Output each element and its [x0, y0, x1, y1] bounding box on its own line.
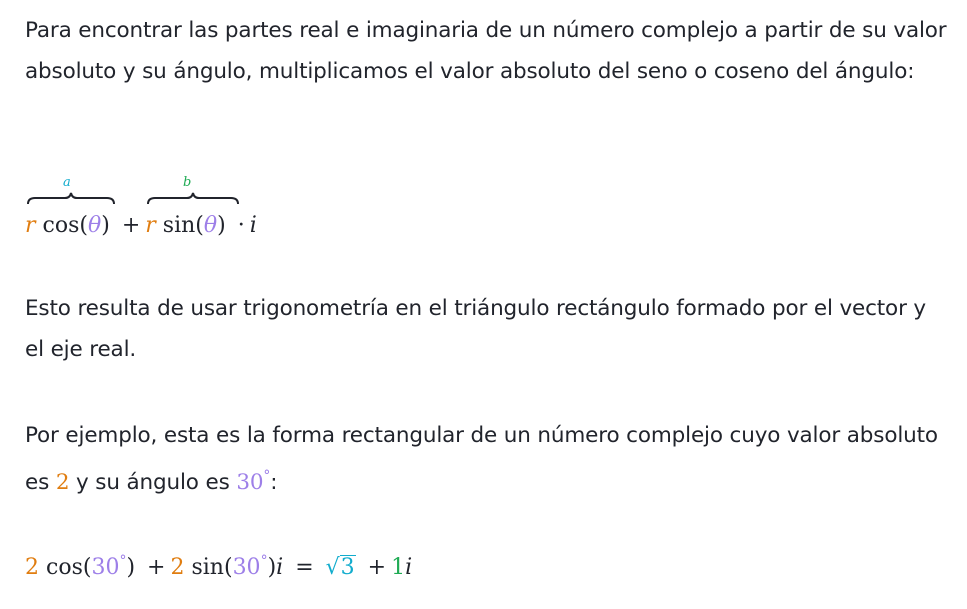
sqrt-icon: √ — [325, 555, 340, 580]
paren-open-2: ( — [195, 213, 204, 238]
cos-function-2: cos — [46, 555, 83, 580]
imaginary-unit: i — [249, 213, 257, 238]
overbrace-b-icon — [147, 192, 239, 206]
sin-function-2: sin — [191, 555, 224, 580]
example-text-before: Por ejemplo, esta es la forma rectangular de un número complejo cuyo valor absoluto es — [25, 423, 938, 495]
example-formula: 2 cos(30°) + 2 sin(30°)i = √3 + 1i — [25, 545, 412, 584]
imaginary-unit-2: i — [276, 555, 284, 580]
paren-open-1: ( — [79, 213, 88, 238]
plus-operator-2: + — [367, 555, 387, 580]
formula1-expression — [25, 212, 257, 240]
angle-value: 30° — [236, 468, 271, 495]
theta-1: θ — [87, 213, 102, 238]
explanation-paragraph: Esto resulta de usar trigonometría en el triángulo rectángulo formado por el vector y el eje real. — [25, 296, 927, 362]
imag-coef: 1 — [391, 555, 406, 580]
coef-2: 2 — [170, 555, 185, 580]
cos-function: cos — [42, 213, 80, 238]
plus-operator: + — [121, 213, 141, 238]
paren-close-1: ) — [101, 213, 110, 238]
angle-1: 30° — [91, 553, 127, 580]
intro-paragraph: Para encontrar las partes real e imaginaria de un número complejo a partir de su valor absoluto y su ángulo, multiplicamos el valor absoluto del seno o coseno del ángulo: — [25, 18, 947, 84]
example-text-middle: y su ángulo es — [69, 470, 237, 495]
overbrace-a-icon — [27, 192, 115, 206]
r-term-1: r — [25, 213, 36, 238]
example-paragraph — [25, 415, 950, 503]
equals-sign: = — [295, 555, 314, 580]
coef-1: 2 — [25, 555, 39, 580]
label-b: b — [183, 175, 192, 190]
sin-function: sin — [162, 213, 196, 238]
sqrt-three: √3 — [325, 555, 355, 580]
angle-2: 30° — [232, 553, 268, 580]
paren-close-2: ) — [217, 213, 226, 238]
label-a: a — [63, 175, 71, 190]
theta-2: θ — [203, 213, 218, 238]
abs-value: 2 — [55, 470, 70, 495]
r-term-2: r — [145, 213, 156, 238]
imaginary-unit-3: i — [405, 555, 413, 580]
dot-operator: · — [237, 213, 245, 238]
example-text-after: : — [270, 470, 278, 495]
polar-to-rectangular-formula — [25, 168, 425, 248]
